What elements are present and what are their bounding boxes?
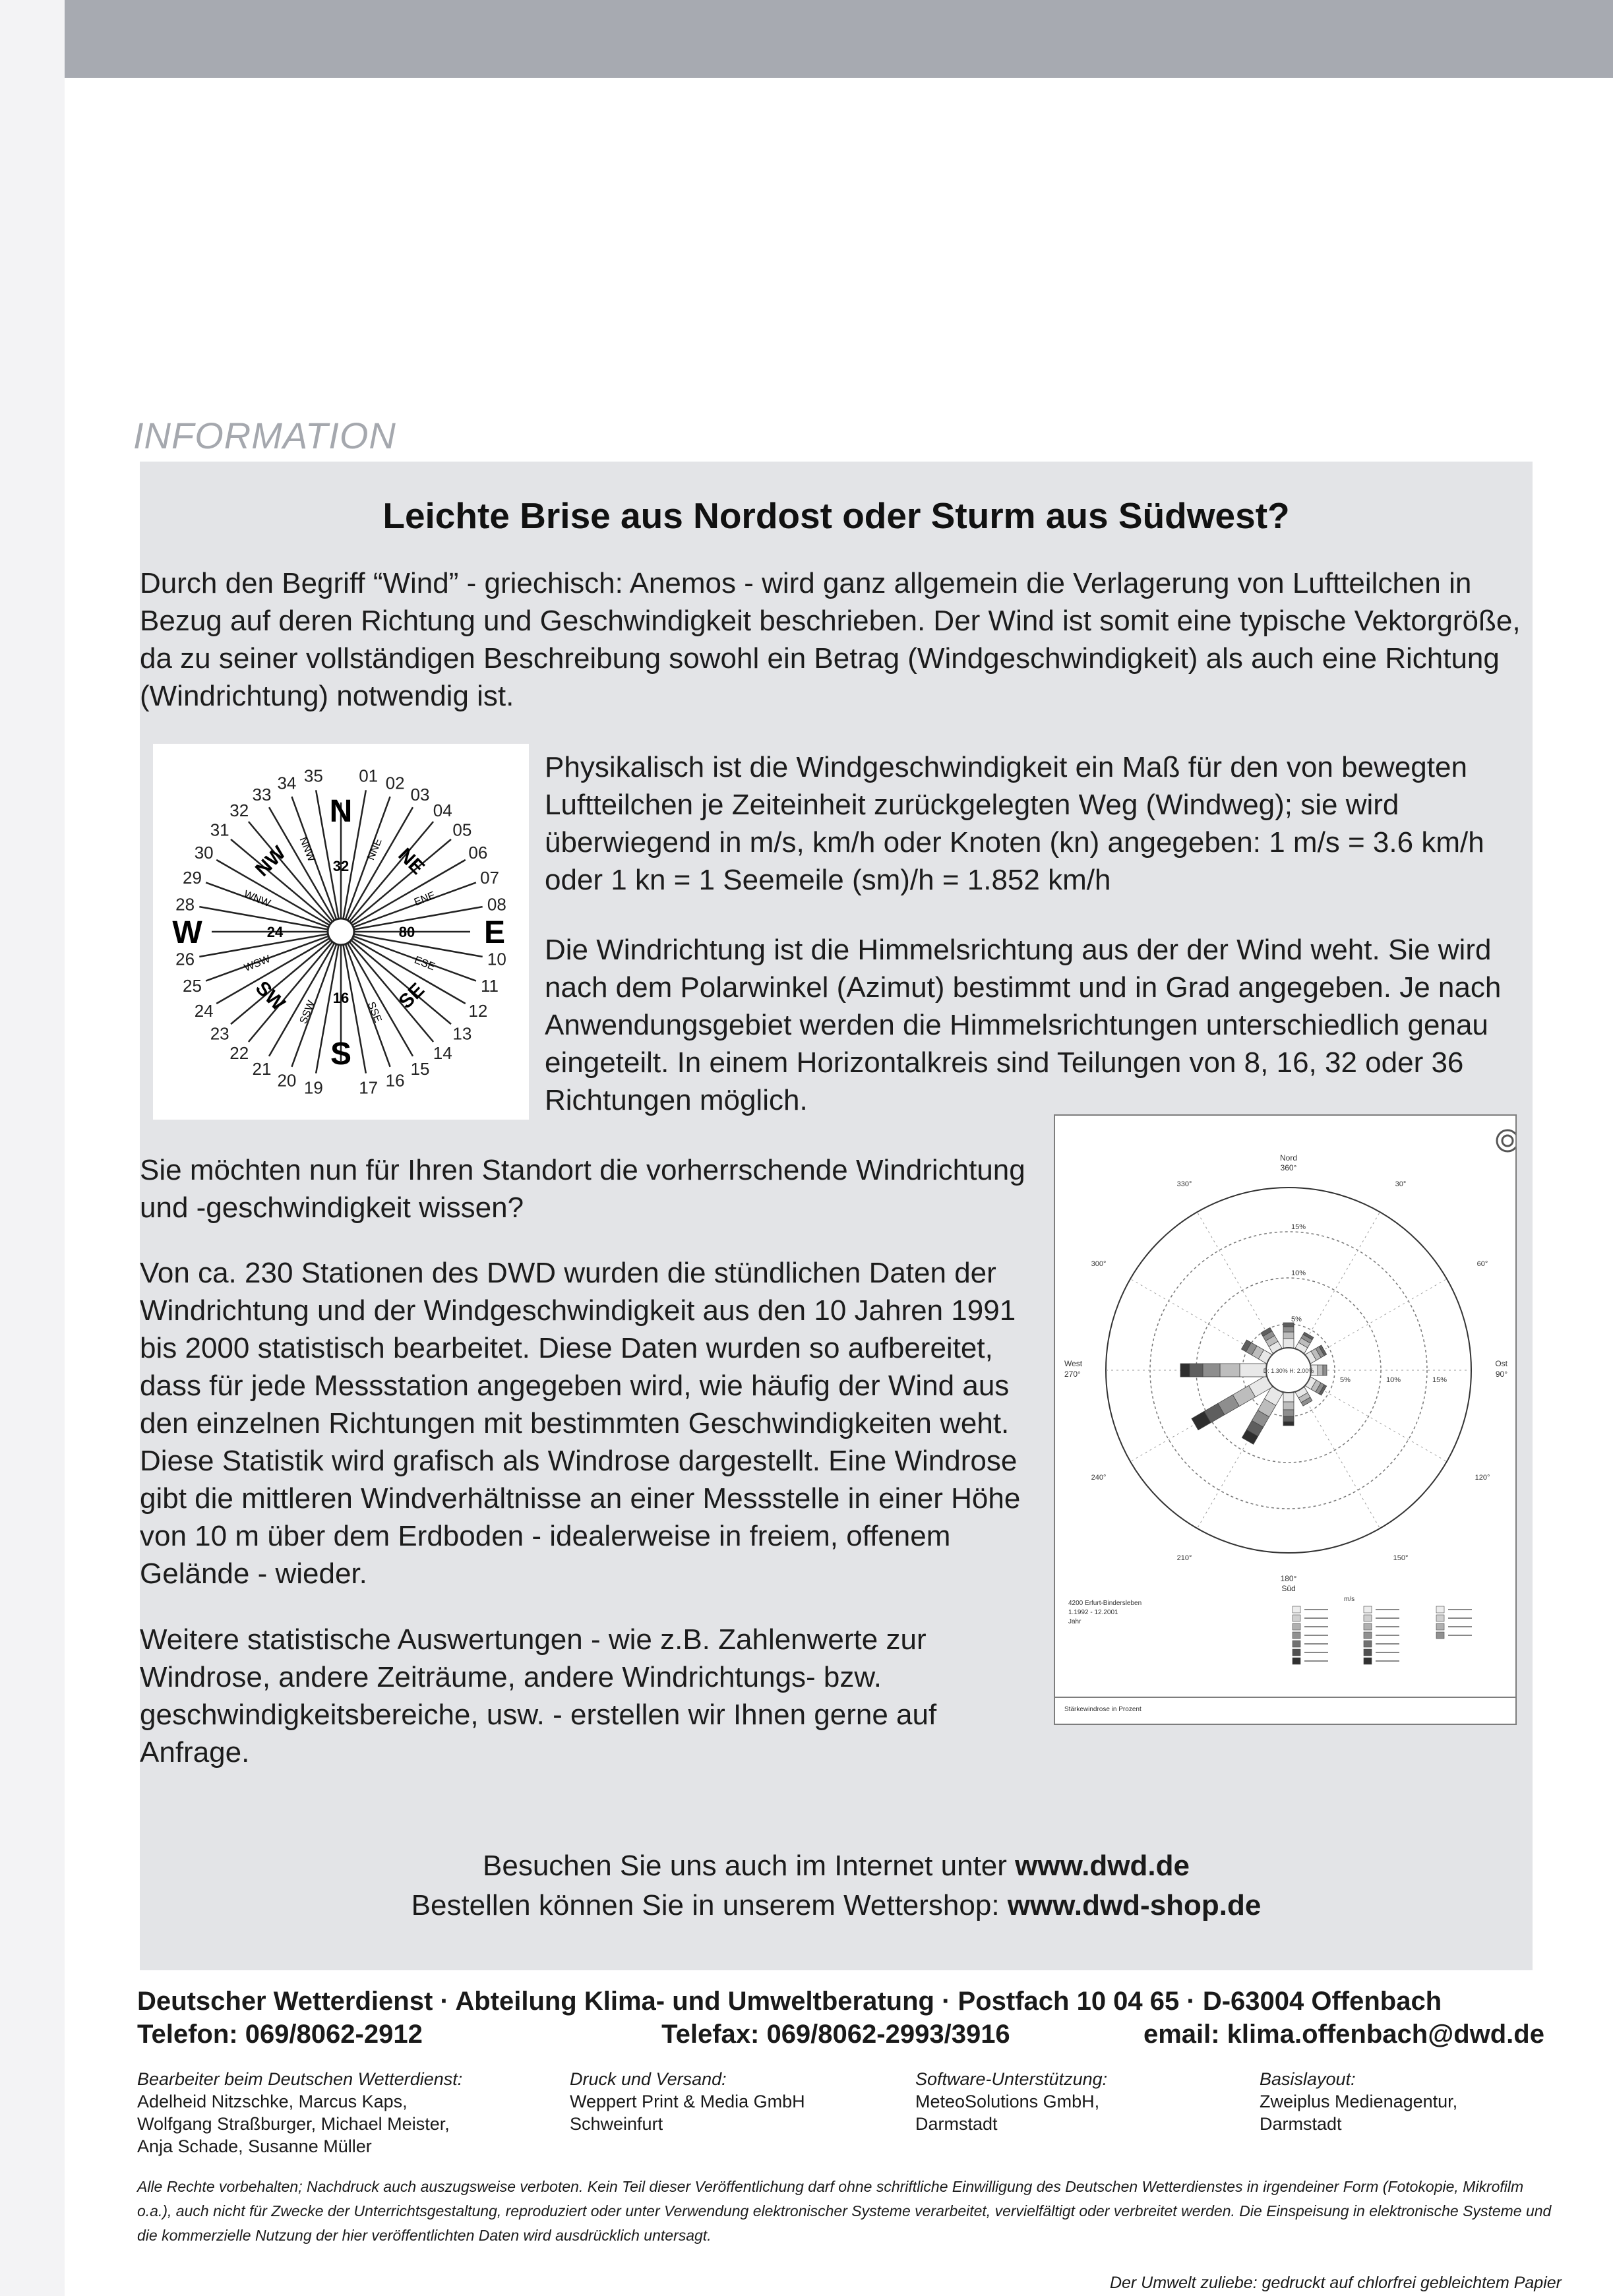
windrose-bar-segment (1283, 1410, 1294, 1416)
eco-note: Der Umwelt zuliebe: gedruckt auf chlorfrei gebleichtem Papier (1109, 2274, 1562, 2292)
windrose-legend-swatch (1364, 1641, 1372, 1647)
windrose-legend-swatch (1293, 1623, 1300, 1630)
windrose-bar-segment (1283, 1393, 1294, 1402)
footer-email[interactable]: email: klima.offenbach@dwd.de (1143, 2020, 1544, 2049)
dwd-logo-icon (1497, 1130, 1515, 1151)
windrose-bar-segment (1283, 1339, 1294, 1348)
windrose-legend-line (1376, 1617, 1399, 1619)
windrose-legend-swatch (1364, 1623, 1372, 1630)
links-block (140, 1846, 1533, 1925)
windrose-legend-line (1376, 1643, 1399, 1645)
credit-heading: Druck und Versand: (570, 2069, 727, 2089)
windrose-legend-swatch (1293, 1641, 1300, 1647)
windrose-legend-line (1304, 1609, 1328, 1610)
intro-paragraph: Durch den Begriff “Wind” - griechisch: Anemos - wird ganz allgemein die Verlagerung von Luftteilchen in Bezug auf deren Richtung und Geschwindigkeit beschrieben. Der Wind ist somit eine typische Vektorgröße, da zu seiner vollständigen Beschreibung sowohl ein Betrag (Windgeschwindigkeit) als auch eine Richtung (Windrichtung) notwendig ist. (140, 567, 1521, 712)
windrose-ring-label: 15% (1291, 1223, 1306, 1231)
windrose-bar-segment (1318, 1365, 1323, 1375)
windrose-legend-line (1448, 1635, 1472, 1636)
windrose-bar-segment (1180, 1364, 1190, 1377)
compass-south-label: S (330, 1037, 352, 1072)
compass-ese-label: ESE (412, 954, 437, 973)
windrose-legend-swatch (1364, 1632, 1372, 1639)
credit-line: Darmstadt (915, 2114, 998, 2134)
compass-degree-label: 34 (277, 773, 297, 793)
windrose-legend-swatch (1293, 1632, 1300, 1639)
compass-center-circle (328, 919, 354, 945)
compass-wnw-label: WNW (242, 888, 272, 910)
compass-inner-n: 32 (332, 858, 350, 874)
compass-degree-label: 30 (194, 843, 214, 862)
windrose-legend-line (1376, 1635, 1399, 1636)
compass-degree-label: 02 (385, 773, 405, 793)
windrose-bar-segment (1323, 1365, 1327, 1375)
windrose-bar-segment (1283, 1327, 1294, 1332)
page-margin-band (0, 0, 65, 2296)
windrose-bar-segment (1283, 1422, 1294, 1426)
compass-wsw-label: WSW (243, 953, 272, 975)
compass-sse-label: SSE (365, 1000, 384, 1025)
website-link[interactable]: www.dwd.de (1015, 1850, 1190, 1882)
windrose-bar-segment (1240, 1364, 1266, 1377)
compass-degree-label: 35 (303, 766, 323, 786)
windrose-period: 1.1992 - 12.2001 (1068, 1609, 1118, 1616)
credit-heading: Software-Unterstützung: (915, 2069, 1108, 2089)
compass-degree-label: 15 (410, 1058, 430, 1079)
compass-ssw-label: SSW (297, 999, 318, 1026)
windrose-legend-swatch (1293, 1658, 1300, 1664)
credit-heading: Basislayout: (1260, 2069, 1356, 2089)
further-paragraph: Weitere statistische Auswertungen - wie z.B. Zahlenwerte zur Windrose, andere Zeiträume, andere Windrichtungs- bzw. geschwindigkeitsbereiche, usw. - erstellen wir Ihnen gerne auf Anfrage. (140, 1623, 937, 1768)
compass-degree-label: 33 (252, 785, 272, 805)
compass-sw-label: SW (251, 977, 289, 1015)
windrose-legend-swatch (1293, 1606, 1300, 1613)
windrose-ring-label: 15% (1432, 1376, 1447, 1384)
header-bar (65, 0, 1613, 78)
credit-line: Schweinfurt (570, 2114, 663, 2134)
compass-nw-label: NW (251, 842, 290, 881)
windrose-label-120: 120° (1475, 1474, 1490, 1482)
windrose-figure (1054, 1114, 1517, 1725)
windrose-bar-segment (1220, 1364, 1240, 1377)
compass-degree-label: 25 (183, 976, 202, 996)
compass-degree-label: 21 (252, 1058, 272, 1079)
compass-degree-label: 07 (480, 867, 499, 888)
windrose-legend-line (1448, 1626, 1472, 1627)
windrose-legend-caption: m/s (1344, 1596, 1355, 1603)
visit-line (140, 1846, 1533, 1886)
footer-fax: Telefax: 069/8062-2993/3916 (661, 2020, 1010, 2049)
compass-east-label: E (483, 915, 506, 950)
compass-degree-label: 01 (359, 766, 379, 786)
windrose-east-deg: 90° (1495, 1370, 1507, 1379)
compass-degree-label: 28 (175, 894, 195, 915)
windrose-north-label: Nord (1279, 1153, 1298, 1163)
windrose-legend-line (1304, 1652, 1328, 1653)
compass-degree-label: 24 (194, 1001, 214, 1021)
credit-heading: Bearbeiter beim Deutschen Wetterdienst: (137, 2069, 463, 2089)
compass-se-label: SE (394, 979, 429, 1013)
windrose-west-deg: 270° (1064, 1370, 1081, 1379)
windrose-ring-label: 5% (1291, 1315, 1302, 1323)
windrose-legend-line (1376, 1652, 1399, 1653)
windrose-legend-line (1376, 1626, 1399, 1627)
windrose-label-330: 330° (1176, 1180, 1192, 1188)
credit-layout (1260, 2068, 1457, 2135)
windrose-legend-line (1304, 1617, 1328, 1619)
credit-line: Adelheid Nitzschke, Marcus Kaps, (137, 2092, 408, 2111)
windrose-bar (1180, 1364, 1266, 1377)
windrose-ring-label: 10% (1386, 1376, 1401, 1384)
windrose-bar (1283, 1323, 1294, 1348)
credit-software (915, 2068, 1107, 2135)
windrose-legend-line (1376, 1609, 1399, 1610)
compass-degree-label: 12 (468, 1001, 488, 1021)
windrose-bar-segment (1283, 1402, 1294, 1410)
windrose-label-300: 300° (1091, 1260, 1107, 1268)
windrose-period-type: Jahr (1068, 1618, 1081, 1625)
compass-rose-figure (153, 744, 529, 1120)
windrose-south-deg: 180° (1280, 1574, 1297, 1583)
credit-editors (137, 2068, 462, 2158)
credit-line: Wolfgang Straßburger, Michael Meister, (137, 2114, 450, 2134)
speed-paragraph: Physikalisch ist die Windgeschwindigkeit ein Maß für den von bewegten Luftteilchen je Zeiteinheit zurückgelegten Weg (Windweg); sie wird überwiegend in m/s, km/h oder Knoten (kn) angegeben: 1 m/s = 3.6 km/h oder 1 kn = 1 Seemeile (sm)/h = 1.852 km/h (545, 751, 1484, 896)
compass-rose-svg (153, 744, 529, 1120)
stations-paragraph: Von ca. 230 Stationen des DWD wurden die stündlichen Daten der Windrichtung und der Windgeschwindigkeit aus den 10 Jahren 1991 bis 2000 statistisch bearbeitet. Diese Daten wurden so aufbereitet, dass für jede Messstation angegeben wird, wie häufig der Wind aus den einzelnen Richtungen mit bestimmten Geschwindigkeiten weht. Diese Statistik wird grafisch als Windrose dargestellt. Eine Windrose gibt die mittleren Windverhältnisse an einer Messstelle in einer Höhe von 10 m über dem Erdboden - idealerweise in freiem, offenem Gelände - wieder. (140, 1257, 1021, 1590)
footer-contact (137, 1985, 1548, 2051)
windrose-legend-swatch (1293, 1649, 1300, 1656)
windrose-legend-swatch (1436, 1615, 1444, 1621)
compass-nne-label: NNE (365, 837, 384, 862)
compass-ray (199, 934, 328, 956)
compass-degree-label: 04 (433, 801, 452, 821)
credit-line: Darmstadt (1260, 2114, 1342, 2134)
credit-line: MeteoSolutions GmbH, (915, 2092, 1100, 2111)
compass-degree-label: 29 (183, 867, 202, 888)
windrose-legend-line (1376, 1660, 1399, 1662)
windrose-ring-label: 10% (1291, 1269, 1306, 1277)
shop-text: Bestellen können Sie in unserem Wettershop: (411, 1889, 1000, 1921)
windrose-footer: Stärkewindrose in Prozent (1064, 1706, 1141, 1713)
compass-inner-w: 24 (266, 924, 284, 940)
windrose-calm-text: D: 1.30% H: 2.00% (1263, 1368, 1314, 1374)
windrose-bar-segment (1283, 1416, 1294, 1422)
compass-degree-label: 23 (210, 1023, 229, 1044)
windrose-ring-label: 5% (1340, 1376, 1351, 1384)
windrose-label-210: 210° (1176, 1554, 1192, 1562)
windrose-legend-swatch (1364, 1606, 1372, 1613)
compass-degree-label: 06 (468, 843, 488, 862)
windrose-legend-line (1304, 1643, 1328, 1645)
compass-ray (199, 907, 328, 929)
windrose-bar-segment (1203, 1364, 1220, 1377)
windrose-station: 4200 Erfurt-Bindersleben (1068, 1600, 1142, 1607)
compass-degree-label: 11 (481, 976, 499, 996)
windrose-legend-swatch (1364, 1615, 1372, 1621)
compass-ne-label: NE (394, 843, 429, 879)
windrose-legend-line (1448, 1609, 1472, 1610)
windrose-legend-swatch (1436, 1632, 1444, 1639)
credit-line: Anja Schade, Susanne Müller (137, 2136, 372, 2156)
windrose-west-label: West (1064, 1359, 1083, 1368)
compass-degree-label: 31 (210, 820, 229, 840)
windrose-east-label: Ost (1495, 1359, 1507, 1368)
compass-degree-label: 19 (303, 1077, 323, 1098)
credit-line: Weppert Print & Media GmbH (570, 2092, 805, 2111)
shop-line (140, 1886, 1533, 1925)
compass-north-label: N (329, 794, 353, 829)
windrose-legend-line (1304, 1626, 1328, 1627)
windrose-bar-segment (1283, 1332, 1294, 1339)
compass-degree-label: 26 (175, 949, 195, 969)
windrose-legend-swatch (1436, 1623, 1444, 1630)
compass-degree-label: 20 (277, 1070, 297, 1091)
footer-org-line: Deutscher Wetterdienst · Abteilung Klima- und Umweltberatung · Postfach 10 04 65 · D-63004 Offenbach (137, 1987, 1442, 2016)
windrose-label-240: 240° (1091, 1474, 1107, 1482)
compass-nnw-label: NNW (297, 835, 317, 864)
compass-ray (354, 934, 483, 956)
section-label: INFORMATION (133, 415, 396, 456)
windrose-legend-line (1448, 1617, 1472, 1619)
compass-degree-label: 10 (487, 949, 506, 969)
compass-degree-label: 14 (433, 1042, 452, 1063)
legal-notice: Alle Rechte vorbehalten; Nachdruck auch auszugsweise verboten. Kein Teil dieser Veröffentlichung darf ohne schriftliche Einwilligung des Deutschen Wetterdienstes in irgendeiner Form (Fotokopie, Mikrofilm o.a.), auch nicht für Zwecke der Unterrichtsgestaltung, reproduziert oder unter Verwendung elektronischer Systeme verarbeitet, vervielfältigt oder verbreitet werden. Die Einspeisung in elektronische Systeme und die kommerzielle Nutzung der hier veröffentlichten Daten wird ausdrücklich untersagt. (137, 2178, 1552, 2244)
windrose-north-deg: 360° (1280, 1163, 1297, 1172)
visit-text: Besuchen Sie uns auch im Internet unter (483, 1850, 1007, 1882)
credit-line: Zweiplus Medienagentur, (1260, 2092, 1458, 2111)
shop-link[interactable]: www.dwd-shop.de (1007, 1889, 1262, 1921)
windrose-south-label: Süd (1281, 1584, 1296, 1593)
windrose-bar-segment (1190, 1364, 1203, 1377)
compass-ene-label: ENE (412, 890, 437, 909)
compass-degree-label: 05 (452, 820, 472, 840)
windrose-label-60: 60° (1476, 1260, 1488, 1268)
compass-inner-e: 80 (398, 924, 415, 940)
windrose-legend-line (1304, 1635, 1328, 1636)
compass-degree-label: 08 (487, 894, 506, 915)
windrose-bar (1283, 1393, 1294, 1426)
compass-degree-label: 16 (385, 1070, 405, 1091)
windrose-label-30: 30° (1395, 1180, 1407, 1188)
windrose-legend-line (1304, 1660, 1328, 1662)
compass-west-label: W (172, 915, 202, 950)
compass-ray (354, 907, 483, 929)
compass-degree-label: 17 (359, 1077, 379, 1098)
question-paragraph: Sie möchten nun für Ihren Standort die vorherrschende Windrichtung und -geschwindigkeit wissen? (140, 1154, 1025, 1224)
windrose-legend-swatch (1364, 1649, 1372, 1656)
windrose-svg (1055, 1116, 1515, 1724)
windrose-legend-swatch (1364, 1658, 1372, 1664)
compass-degree-label: 13 (452, 1023, 472, 1044)
compass-degree-label: 22 (229, 1042, 249, 1063)
page-title: Leichte Brise aus Nordost oder Sturm aus Südwest? (382, 495, 1290, 536)
windrose-legend-swatch (1293, 1615, 1300, 1621)
compass-inner-s: 16 (332, 990, 350, 1006)
credit-print (570, 2068, 805, 2135)
windrose-label-150: 150° (1393, 1554, 1409, 1562)
direction-paragraph: Die Windrichtung ist die Himmelsrichtung aus der der Wind weht. Sie wird nach dem Polarwinkel (Azimut) bestimmt und in Grad angegeben. Je nach Anwendungsgebiet werden die Himmelsrichtungen unterschiedlich genau eingeteilt. In einem Horizontalkreis sind Teilungen von 8, 16, 32 oder 36 Richtungen möglich. (545, 934, 1502, 1116)
footer-phone: Telefon: 069/8062-2912 (137, 2020, 423, 2049)
windrose-legend-swatch (1436, 1606, 1444, 1613)
compass-degree-label: 03 (410, 785, 430, 805)
compass-degree-label: 32 (229, 801, 249, 821)
